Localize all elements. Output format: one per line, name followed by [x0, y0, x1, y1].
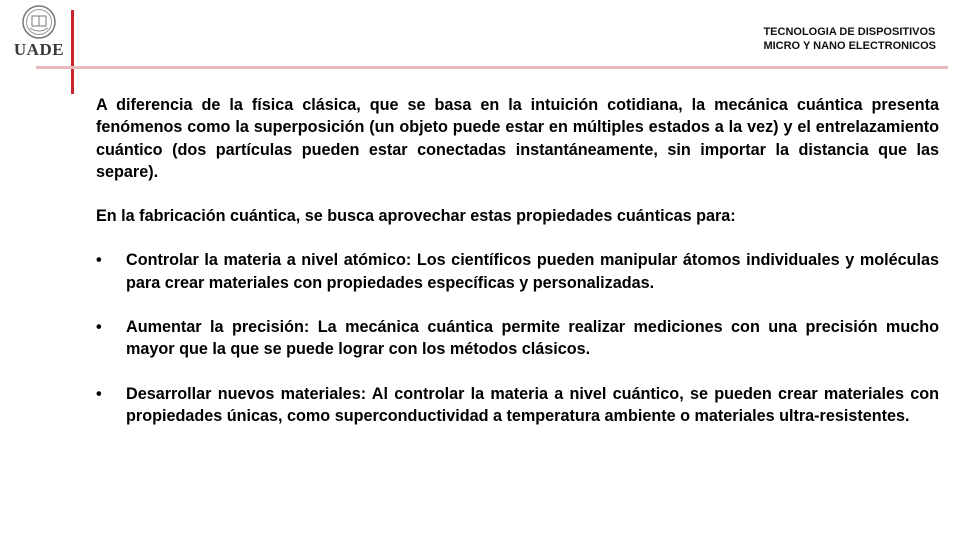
header-vertical-rule — [71, 10, 74, 94]
bullet-item — [96, 249, 939, 294]
course-title — [763, 25, 936, 53]
bullet-text: Aumentar la precisión: La mecánica cuántica permite realizar mediciones con una precisión mucho mayor que la que se puede lograr con los métodos clásicos. — [126, 318, 939, 359]
slide-body — [96, 94, 939, 427]
bullet-item — [96, 316, 939, 361]
bullet-icon: • — [96, 384, 102, 403]
course-title-line-1: TECNOLOGIA DE DISPOSITIVOS — [763, 26, 936, 38]
bullet-item — [96, 383, 939, 428]
header-horizontal-rule — [36, 66, 948, 69]
uade-logo — [8, 4, 70, 58]
bullet-text: Desarrollar nuevos materiales: Al controlar la materia a nivel cuántico, se pueden crear materiales con propiedades únicas, como superconductividad a temperatura ambiente o materiales ultra-resistentes. — [126, 384, 939, 425]
course-title-line-2: MICRO Y NANO ELECTRONICOS — [763, 40, 936, 52]
lead-paragraph: En la fabricación cuántica, se busca aprovechar estas propiedades cuánticas para: — [96, 207, 736, 226]
bullet-icon: • — [96, 251, 102, 270]
bullet-text: Controlar la materia a nivel atómico: Los científicos pueden manipular átomos individuales y moléculas para crear materiales con propiedades específicas y personalizadas. — [126, 251, 939, 292]
logo-wordmark: UADE — [13, 40, 65, 59]
intro-paragraph: A diferencia de la física clásica, que se basa en la intuición cotidiana, la mecánica cuántica presenta fenómenos como la superposición (un objeto puede estar en múltiples estados a la vez) y el entrelazamiento cuántico (dos partículas pueden estar conectadas instantáneamente, sin importar la distancia que las separe). — [96, 96, 939, 181]
uade-seal-icon — [8, 4, 70, 40]
bullet-icon: • — [96, 318, 102, 337]
